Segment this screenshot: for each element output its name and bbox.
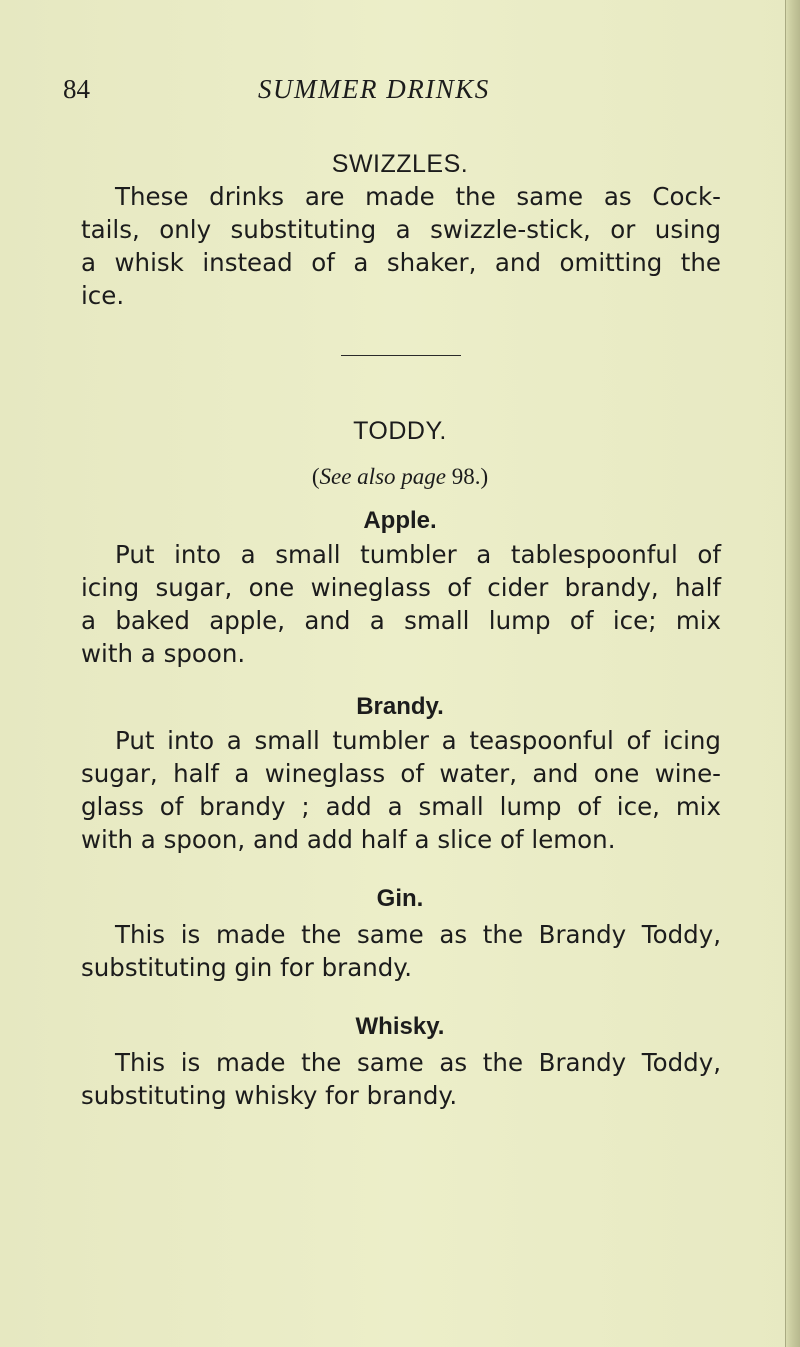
see-also-italic: See also page [319, 464, 446, 489]
whisky-paragraph [81, 1046, 721, 1112]
text-line: icing sugar, one wineglass of cider brandy, half [81, 573, 721, 602]
text-line: a baked apple, and a small lump of ice; mix [81, 606, 721, 635]
text-line: a whisk instead of a shaker, and omitting the [81, 248, 721, 277]
subheading-whisky: Whisky. [355, 1013, 445, 1040]
swizzles-paragraph [81, 180, 721, 312]
page-header [63, 74, 723, 114]
text-line: ice. [81, 281, 125, 310]
page-edge-shadow [785, 0, 800, 1347]
text-line: Put into a small tumbler a tablespoonful of [115, 540, 721, 569]
text-line: sugar, half a wineglass of water, and one wine- [81, 759, 721, 788]
subheading-gin: Gin. [376, 885, 424, 912]
subheading-brandy: Brandy. [356, 693, 444, 720]
text-line: with a spoon, and add half a slice of lemon. [81, 825, 616, 854]
running-head: SUMMER DRINKS [258, 74, 490, 104]
text-line: with a spoon. [81, 639, 246, 668]
text-line: glass of brandy ; add a small lump of ice, mix [81, 792, 721, 821]
text-line: This is made the same as the Brandy Toddy, [115, 920, 721, 949]
section-title-swizzles: SWIZZLES. [331, 150, 469, 178]
section-title-toddy: TODDY. [353, 417, 447, 445]
see-also-reference: (See also page 98.) [311, 464, 489, 489]
text-line: tails, only substituting a swizzle-stick, or using [81, 215, 721, 244]
gin-paragraph [81, 918, 721, 984]
text-line: substituting gin for brandy. [81, 953, 413, 982]
text-line: These drinks are made the same as Cock- [115, 182, 721, 211]
text-line: substituting whisky for brandy. [81, 1081, 458, 1110]
text-line: This is made the same as the Brandy Toddy, [115, 1048, 721, 1077]
subheading-apple: Apple. [363, 507, 437, 534]
page-number: 84 [63, 74, 90, 104]
apple-paragraph [81, 538, 721, 670]
brandy-paragraph [81, 724, 721, 856]
section-divider [341, 355, 461, 356]
text-line: Put into a small tumbler a teaspoonful of icing [115, 726, 721, 755]
